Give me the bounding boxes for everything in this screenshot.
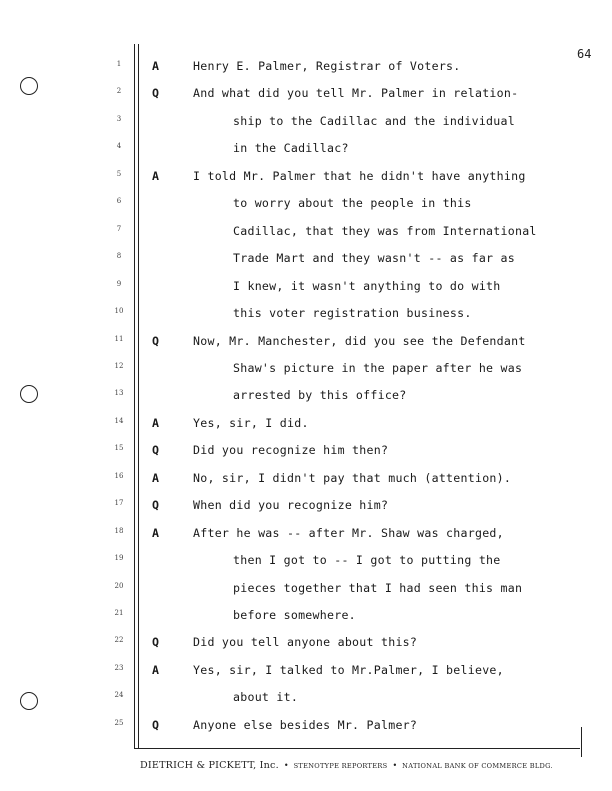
speaker-answer: A [152, 525, 160, 540]
margin-rule-inner [138, 44, 139, 749]
transcript-line: After he was -- after Mr. Shaw was charged, [193, 525, 504, 540]
transcript-line: When did you recognize him? [193, 498, 389, 513]
line-number: 20 [114, 581, 124, 590]
line-number: 9 [116, 279, 122, 288]
footer-company: DIETRICH & PICKETT, Inc. [140, 760, 279, 771]
line-number: 21 [114, 609, 124, 617]
transcript-line: arrested by this office? [233, 388, 407, 403]
transcript-line: about it. [233, 690, 299, 705]
reporter-footer [140, 753, 580, 772]
speaker-question: Q [152, 333, 160, 348]
line-number: 13 [114, 389, 124, 398]
footer-separator: • [283, 761, 289, 770]
line-number: 24 [114, 691, 124, 700]
speaker-answer: A [152, 470, 160, 485]
speaker-question: Q [152, 717, 160, 732]
line-number: 7 [116, 224, 122, 233]
speaker-question: Q [152, 635, 160, 650]
line-number: 4 [116, 142, 122, 151]
line-number: 17 [114, 499, 124, 508]
transcript-line: Did you recognize him then? [193, 443, 389, 458]
speaker-answer: A [152, 168, 160, 183]
transcript-line: pieces together that I had seen this man [233, 580, 523, 595]
transcript-line: And what did you tell Mr. Palmer in relation- [193, 86, 519, 101]
speaker-answer: A [152, 662, 160, 677]
line-number: 22 [114, 636, 124, 645]
speaker-answer: A [152, 59, 160, 73]
transcript-line: to worry about the people in this [233, 196, 472, 211]
line-number: 1 [116, 60, 122, 68]
line-number: 3 [116, 114, 122, 123]
line-number: 15 [114, 444, 124, 453]
transcript-line: I knew, it wasn't anything to do with [233, 278, 501, 293]
right-edge-mark [581, 727, 582, 757]
transcript-line: then I got to -- I got to putting the [233, 553, 501, 568]
margin-rule-outer [134, 44, 135, 749]
transcript-line: Yes, sir, I did. [193, 415, 309, 430]
transcript-line: Yes, sir, I talked to Mr.Palmer, I believe, [193, 662, 504, 677]
line-number: 14 [114, 416, 124, 425]
footer-service: STENOTYPE REPORTERS [293, 762, 388, 770]
line-number: 23 [114, 663, 124, 672]
line-number: 10 [114, 307, 124, 316]
transcript-line: ship to the Cadillac and the individual [233, 113, 515, 128]
transcript-line: No, sir, I didn't pay that much (attention). [193, 470, 512, 485]
speaker-question: Q [152, 86, 160, 101]
transcript-line: Trade Mart and they wasn't -- as far as [233, 251, 515, 266]
line-number: 25 [114, 718, 124, 727]
transcript-line: Now, Mr. Manchester, did you see the Defendant [193, 333, 526, 348]
binder-hole-middle [20, 385, 38, 403]
speaker-question: Q [152, 498, 160, 513]
line-number: 19 [114, 554, 124, 563]
line-number: 5 [116, 169, 122, 178]
transcript-line: Shaw's picture in the paper after he was [233, 360, 523, 375]
transcript-line: Cadillac, that they was from International [233, 223, 537, 238]
footer-address: NATIONAL BANK OF COMMERCE BLDG. [402, 762, 553, 770]
binder-hole-top [20, 77, 38, 95]
transcript-line: before somewhere. [233, 608, 356, 622]
transcript-line: I told Mr. Palmer that he didn't have anything [193, 168, 526, 183]
transcript-line: Anyone else besides Mr. Palmer? [193, 717, 418, 732]
transcript-line: Did you tell anyone about this? [193, 635, 418, 650]
line-number: 8 [116, 252, 122, 261]
footer-rule [134, 748, 580, 749]
line-number: 18 [114, 526, 124, 535]
binder-hole-bottom [20, 692, 38, 710]
transcript-line: Henry E. Palmer, Registrar of Voters. [193, 59, 461, 73]
line-number: 11 [114, 334, 124, 343]
line-number: 16 [114, 471, 124, 480]
speaker-answer: A [152, 415, 160, 430]
line-number: 2 [116, 87, 122, 96]
transcript-line: in the Cadillac? [233, 141, 349, 156]
transcript-line: this voter registration business. [233, 306, 472, 321]
line-number: 6 [116, 197, 122, 206]
footer-separator: • [392, 761, 398, 770]
page-number: 64 [577, 47, 592, 61]
line-number: 12 [114, 361, 124, 370]
speaker-question: Q [152, 443, 160, 458]
